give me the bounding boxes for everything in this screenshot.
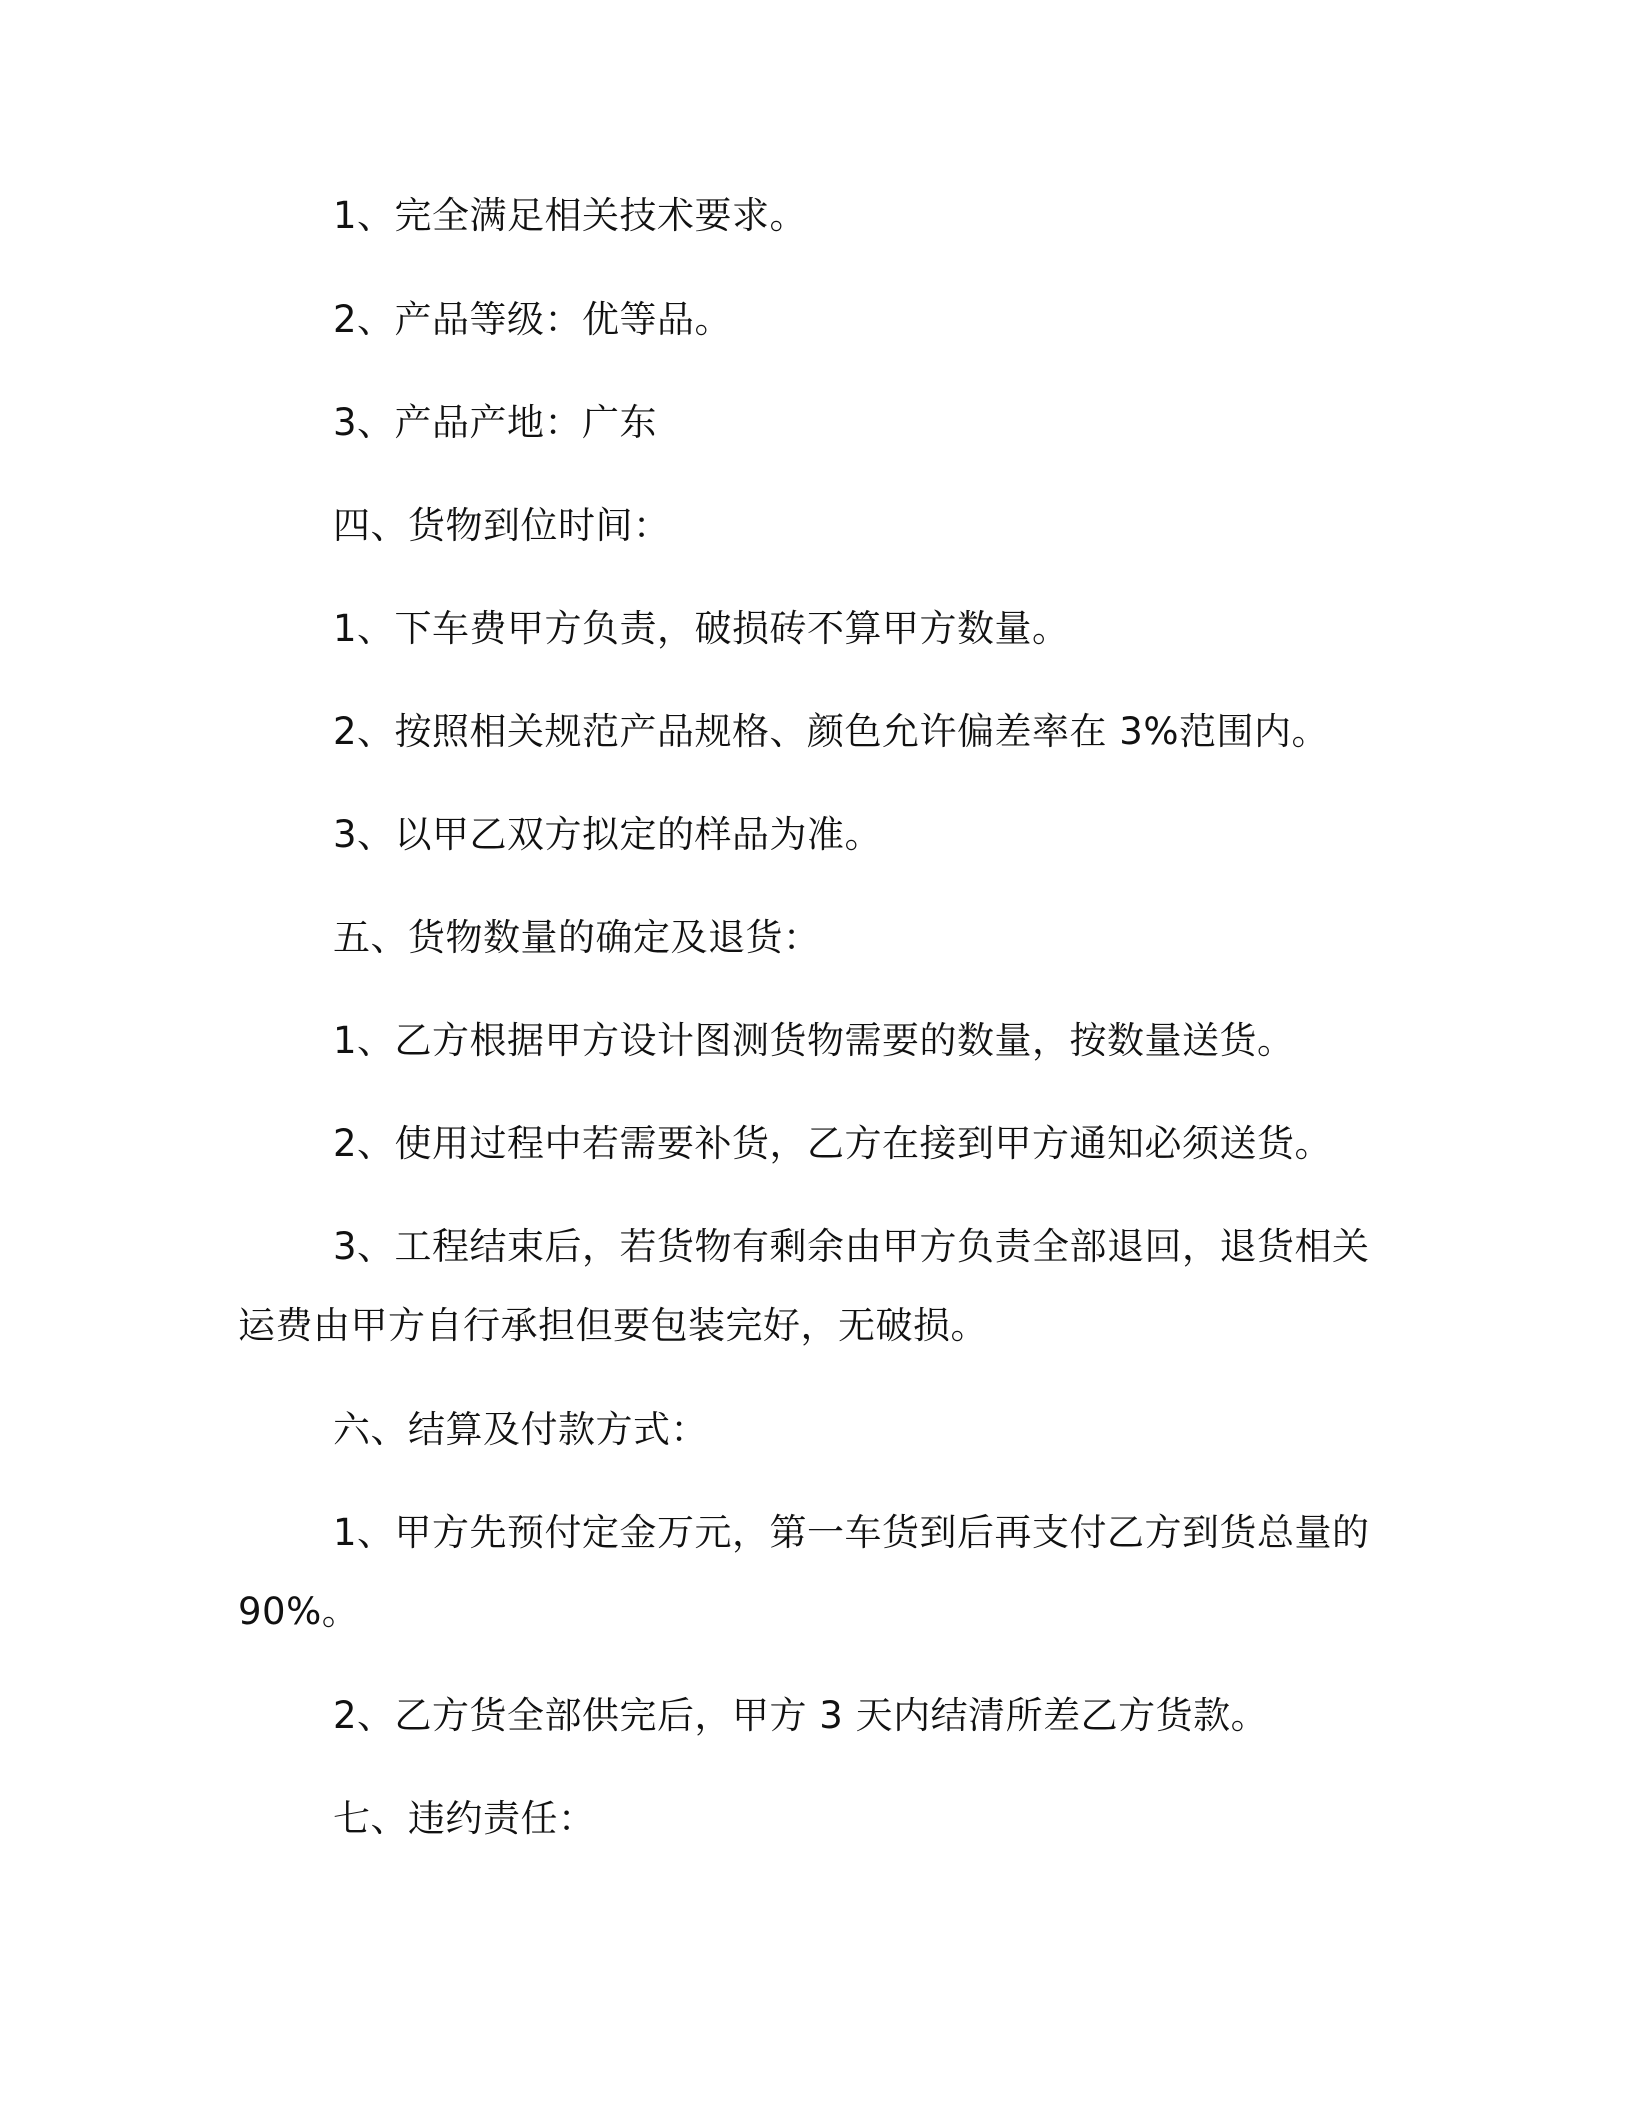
delivery-clause-2: 2、按照相关规范产品规格、颜色允许偏差率在 3%范围内。 — [333, 710, 1329, 753]
quantity-clause-3: 3、工程结束后，若货物有剩余由甲方负责全部退回，退货相关 — [333, 1225, 1370, 1268]
section-heading-quantity-returns: 五、货物数量的确定及退货： — [333, 916, 821, 959]
clause-1-tech-requirements: 1、完全满足相关技术要求。 — [333, 194, 808, 237]
quantity-clause-2: 2、使用过程中若需要补货，乙方在接到甲方通知必须送货。 — [333, 1122, 1333, 1165]
clause-2-product-grade: 2、产品等级：优等品。 — [333, 298, 733, 341]
quantity-clause-1: 1、乙方根据甲方设计图测货物需要的数量，按数量送货。 — [333, 1019, 1295, 1062]
section-heading-settlement-payment: 六、结算及付款方式： — [333, 1408, 708, 1451]
delivery-clause-3: 3、以甲乙双方拟定的样品为准。 — [333, 813, 883, 856]
delivery-clause-1: 1、下车费甲方负责，破损砖不算甲方数量。 — [333, 607, 1070, 650]
payment-clause-2: 2、乙方货全部供完后，甲方 3 天内结清所差乙方货款。 — [333, 1694, 1269, 1737]
section-heading-breach-liability: 七、违约责任： — [333, 1797, 596, 1840]
payment-clause-1: 1、甲方先预付定金万元，第一车货到后再支付乙方到货总量的 — [333, 1511, 1370, 1554]
quantity-clause-3-continued: 运费由甲方自行承担但要包装完好，无破损。 — [238, 1304, 988, 1347]
payment-clause-1-continued: 90%。 — [238, 1590, 360, 1633]
section-heading-delivery-time: 四、货物到位时间： — [333, 504, 671, 547]
clause-3-product-origin: 3、产品产地：广东 — [333, 401, 658, 444]
